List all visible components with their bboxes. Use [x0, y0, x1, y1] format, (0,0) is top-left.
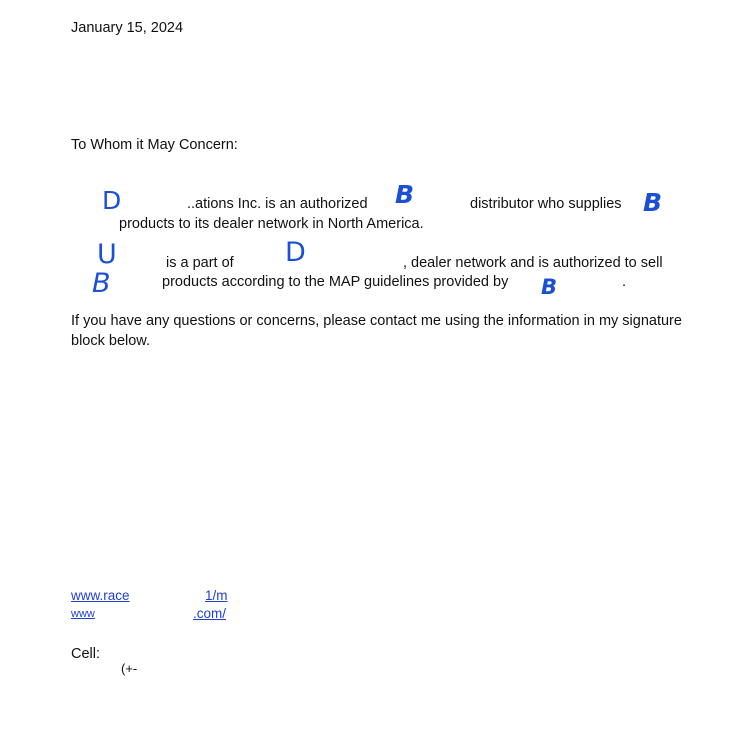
- letter-date: January 15, 2024: [71, 20, 184, 36]
- p1-fragment-a: ..ations Inc. is an authorized: [187, 196, 368, 212]
- handwritten-annotation-u: U: [97, 239, 117, 270]
- p2-fragment-c: products according to the MAP guidelines provided by: [162, 274, 509, 290]
- handwritten-annotation-b: B: [395, 180, 415, 209]
- p2-fragment-b: , dealer network and is authorized to sell: [403, 255, 663, 271]
- handwritten-annotation-d: D: [102, 186, 122, 215]
- p1-line-2: products to its dealer network in North America.: [119, 216, 424, 232]
- p1-fragment-b: distributor who supplies: [470, 196, 622, 212]
- p2-fragment-d: .: [622, 274, 627, 290]
- handwritten-annotation-b: B: [541, 275, 558, 299]
- handwritten-annotation-b: B: [92, 268, 111, 299]
- p2-fragment-a: is a part of: [166, 255, 234, 271]
- handwritten-annotation-d: D: [285, 237, 306, 268]
- salutation: To Whom it May Concern:: [71, 137, 238, 153]
- handwritten-annotation-b: B: [643, 188, 663, 217]
- p3-line-1: If you have any questions or concerns, please contact me using the information in my signature: [71, 313, 682, 329]
- cell-label: Cell:: [71, 646, 101, 662]
- website-link-2-fragment[interactable]: .com/: [193, 606, 227, 621]
- website-link-2[interactable]: www: [71, 608, 95, 620]
- cell-number-fragment: (+-: [121, 661, 138, 676]
- p3-line-2: block below.: [71, 333, 150, 349]
- website-link-1-fragment[interactable]: 1/m: [205, 588, 228, 603]
- website-link-1[interactable]: www.race: [71, 588, 130, 603]
